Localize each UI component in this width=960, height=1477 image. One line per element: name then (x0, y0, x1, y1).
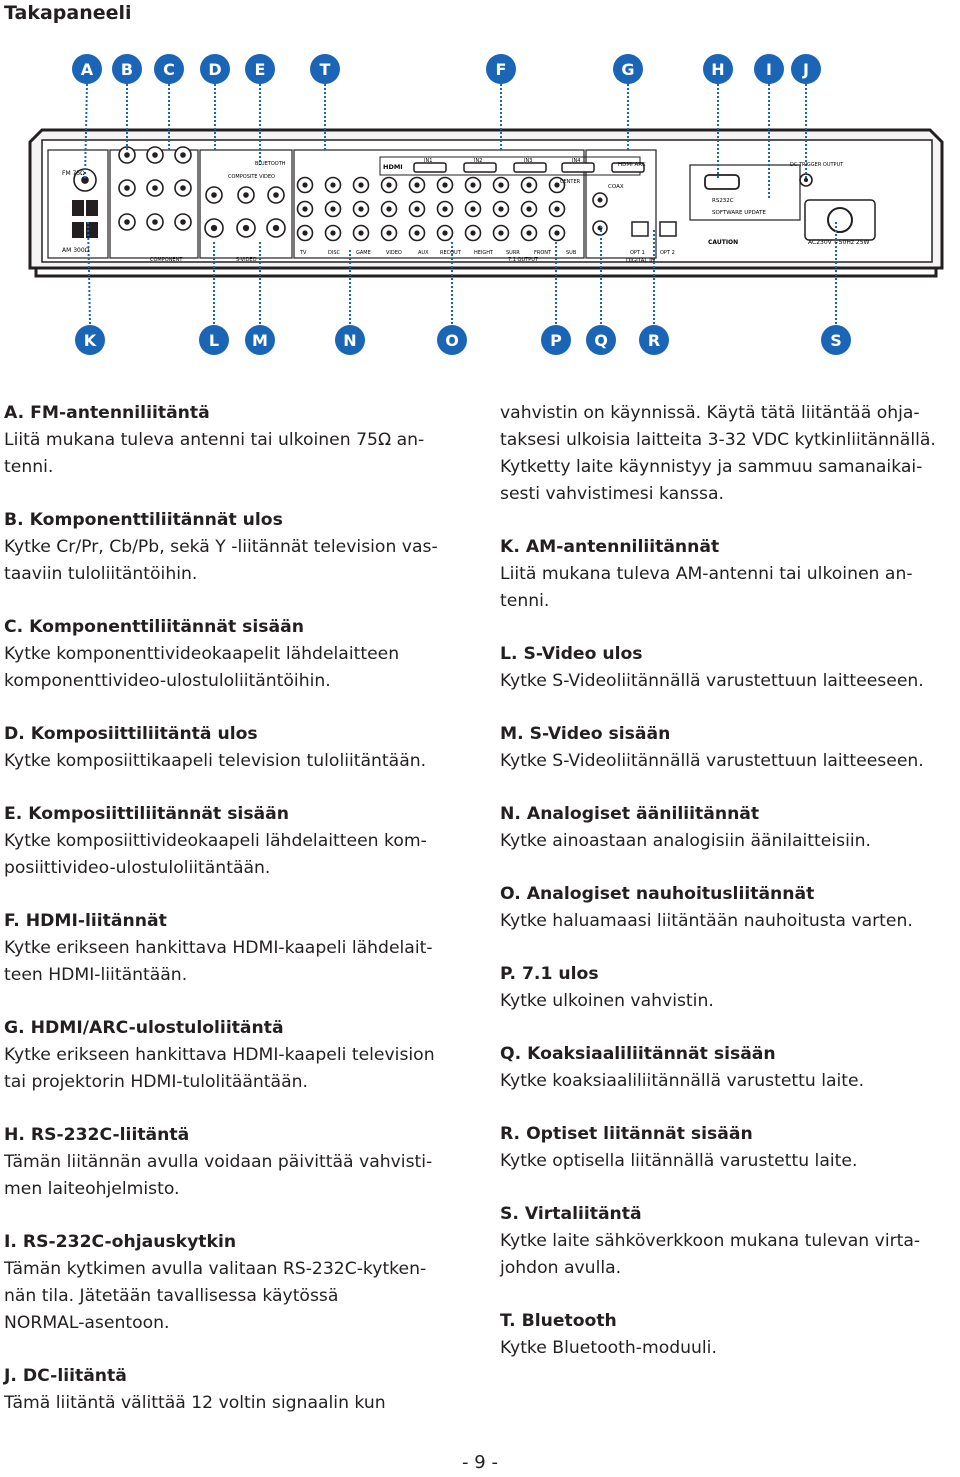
callout-letter: M (252, 331, 268, 350)
entry-heading: E. Komposiittiliitännät sisään (4, 804, 289, 824)
page-number: - 9 - (462, 1452, 498, 1473)
entry-text-line: Kytke ulkoinen vahvistin. (500, 991, 714, 1011)
entry-text-line: posiittivideo-ulostuloliitäntään. (4, 858, 271, 878)
left_column-entry (4, 908, 470, 989)
svideo-jack (205, 219, 223, 237)
entry-heading: O. Analogiset nauhoitusliitännät (500, 884, 815, 904)
callout-letter: D (208, 60, 222, 79)
right_column-entry (500, 400, 956, 508)
callout-p (541, 325, 571, 355)
callout-o (437, 325, 467, 355)
callout-letter: C (163, 60, 175, 79)
callout-letter: J (803, 60, 809, 79)
rca-jack (354, 178, 369, 193)
rca-jack (494, 202, 509, 217)
left-column (4, 400, 470, 1443)
optical-jack (660, 222, 676, 236)
entry-text-line: Kytke optisella liitännällä varustettu laite. (500, 1151, 858, 1171)
callout-j (791, 54, 821, 84)
left_column-entry (4, 614, 470, 695)
rca-jack (326, 202, 341, 217)
callout-letter: G (621, 60, 635, 79)
entry-text-line: Kytke Cr/Pr, Cb/Pb, sekä Y -liitännät television vas- (4, 537, 438, 557)
hdmi-port (514, 163, 546, 172)
entry-text-line: Kytke S-Videoliitännällä varustettuun laitteeseen. (500, 671, 924, 691)
rca-jack (326, 226, 341, 241)
rca-jack (494, 226, 509, 241)
rca-jack (382, 178, 397, 193)
rca-jack (206, 187, 222, 203)
game-label: GAME (356, 250, 371, 256)
callout-k (75, 325, 105, 355)
rca-jack (326, 178, 341, 193)
callout-i (754, 54, 784, 84)
callout-n (335, 325, 365, 355)
callout-h (703, 54, 733, 84)
right_column-entry (500, 1201, 956, 1282)
callout-letter: N (343, 331, 357, 350)
entry-text-line: Kytke Bluetooth-moduuli. (500, 1338, 717, 1358)
hdmi-port (562, 163, 594, 172)
left_column-entry (4, 1015, 470, 1096)
entry-text-line: Tämä liitäntä välittää 12 voltin signaalin kun (4, 1393, 386, 1413)
left_column-entry (4, 507, 470, 588)
entry-text-line: taksesi ulkoisia laitteita 3-32 VDC kytkinliitännällä. (500, 430, 936, 450)
coax-jack (593, 193, 607, 207)
entry-text-line: Kytke laite sähköverkkoon mukana tulevan virta- (500, 1231, 921, 1251)
opt2-label: OPT 2 (660, 250, 675, 256)
entry-text-line: tenni. (4, 457, 54, 477)
rca-jack (438, 178, 453, 193)
callout-letter: O (445, 331, 459, 350)
entry-text-line: Kytke koaksiaaliliitännällä varustettu laite. (500, 1071, 865, 1091)
rs232c-label: RS232C (712, 198, 734, 204)
hdmi-port (414, 163, 446, 172)
rca-jack (298, 178, 313, 193)
svideo-jack (237, 219, 255, 237)
rca-jack (522, 202, 537, 217)
rca-jack (550, 226, 565, 241)
am-label: AM 300Ω (62, 247, 90, 254)
height-label: HEIGHT (474, 250, 494, 256)
am-terminal (72, 222, 84, 238)
left_column-entry (4, 801, 470, 882)
hdmi-in2-label: IN2 (474, 158, 483, 164)
callout-a (72, 54, 102, 84)
left_column-entry (4, 400, 470, 481)
right_column-entry (500, 801, 956, 855)
entry-heading: C. Komponenttiliitännät sisään (4, 617, 304, 637)
entry-heading: I. RS-232C-ohjauskytkin (4, 1232, 237, 1252)
rca-jack (382, 202, 397, 217)
callout-letter: P (550, 331, 562, 350)
rca-jack (147, 147, 163, 163)
right_column-entry (500, 534, 956, 615)
hdmi-in4-label: IN4 (572, 158, 581, 164)
entry-heading: B. Komponenttiliitännät ulos (4, 510, 283, 530)
entry-text-line: Liitä mukana tuleva antenni tai ulkoinen 75Ω an- (4, 430, 425, 450)
callout-c (154, 54, 184, 84)
callout-letter: B (120, 60, 134, 79)
callout-d (200, 54, 230, 84)
callout-letter: A (80, 60, 94, 79)
entry-text-line: johdon avulla. (500, 1258, 622, 1278)
entry-text-line: men laiteohjelmisto. (4, 1179, 180, 1199)
am-terminal (72, 200, 84, 216)
entry-text-line: komponenttivideo-ulostuloliitäntöihin. (4, 671, 331, 691)
rca-jack (268, 187, 284, 203)
video-label: VIDEO (386, 250, 402, 256)
entry-text-line: Liitä mukana tuleva AM-antenni tai ulkoinen an- (500, 564, 913, 584)
optical-jack (632, 222, 648, 236)
callout-letter: K (83, 331, 97, 350)
callout-q (586, 325, 616, 355)
entry-heading: L. S-Video ulos (500, 644, 643, 664)
entry-text-line: vahvistin on käynnissä. Käytä tätä liitäntää ohja- (500, 403, 920, 423)
entry-heading: G. HDMI/ARC-ulostuloliitäntä (4, 1018, 284, 1038)
rca-jack (354, 226, 369, 241)
entry-heading: S. Virtaliitäntä (500, 1204, 642, 1224)
tv-label: TV (300, 250, 307, 256)
callout-b (112, 54, 142, 84)
svideo-label: S-VIDEO (236, 257, 257, 263)
rca-jack (298, 202, 313, 217)
callout-r (639, 325, 669, 355)
callout-letter: Q (594, 331, 608, 350)
entry-text-line: Kytke ainoastaan analogisiin äänilaitteisiin. (500, 831, 871, 851)
rca-jack (466, 226, 481, 241)
entry-heading: D. Komposiittiliitäntä ulos (4, 724, 258, 744)
entry-text-line: tai projektorin HDMI-tulolitääntään. (4, 1072, 308, 1092)
entry-heading: F. HDMI-liitännät (4, 911, 167, 931)
entry-text-line: teen HDMI-liitäntään. (4, 965, 188, 985)
entry-heading: N. Analogiset ääniliitännät (500, 804, 760, 824)
am-terminal (86, 200, 98, 216)
callout-letter: I (766, 60, 772, 79)
entry-text-line: Kytketty laite käynnistyy ja sammuu samanaikai- (500, 457, 923, 477)
rca-jack (438, 226, 453, 241)
left_column-entry (4, 1122, 470, 1203)
composite-video-label: COMPOSITE VIDEO (228, 174, 275, 180)
rca-jack (175, 180, 191, 196)
surr-label: SURR (506, 250, 520, 256)
entry-text-line: Kytke erikseen hankittava HDMI-kaapeli lähdelait- (4, 938, 433, 958)
rca-jack (438, 202, 453, 217)
entry-heading: T. Bluetooth (500, 1311, 617, 1331)
callout-f (486, 54, 516, 84)
entry-heading: Q. Koaksiaaliliitännät sisään (500, 1044, 776, 1064)
callout-letter: S (830, 331, 842, 350)
callout-letter: E (254, 60, 266, 79)
entry-text-line: NORMAL-asentoon. (4, 1313, 170, 1333)
bottom-callout-labels (75, 325, 851, 355)
callout-s (821, 325, 851, 355)
entry-text-line: Kytke komposiittikaapeli television tuloliitäntään. (4, 751, 427, 771)
opt1-label: OPT 1 (630, 250, 645, 256)
callout-letter: F (495, 60, 507, 79)
rca-jack (410, 178, 425, 193)
entry-text-line: sesti vahvistimesi kanssa. (500, 484, 724, 504)
entry-text-line: Kytke haluamaasi liitäntään nauhoitusta varten. (500, 911, 913, 931)
rca-jack (119, 214, 135, 230)
bluetooth-label: BLUETOOTH (255, 161, 286, 167)
rca-jack (410, 226, 425, 241)
callout-m (245, 325, 275, 355)
fm-label: FM 75Ω (62, 170, 85, 177)
right_column-entry (500, 641, 956, 695)
entry-text-line: Kytke erikseen hankittava HDMI-kaapeli television (4, 1045, 435, 1065)
rca-jack (147, 214, 163, 230)
rca-jack (522, 178, 537, 193)
rca-jack (175, 214, 191, 230)
rca-jack (382, 226, 397, 241)
rca-jack (550, 202, 565, 217)
entry-heading: M. S-Video sisään (500, 724, 671, 744)
right_column-entry (500, 1041, 956, 1095)
rca-jack (119, 180, 135, 196)
page-title: Takapaneeli (4, 2, 132, 24)
callout-l (199, 325, 229, 355)
software-update-label: SOFTWARE UPDATE (712, 210, 766, 216)
rca-jack (410, 202, 425, 217)
hdmi-port (464, 163, 496, 172)
top-callout-labels (72, 54, 821, 84)
entry-text-line: Kytke S-Videoliitännällä varustettuun laitteeseen. (500, 751, 924, 771)
right_column-entry (500, 1308, 956, 1362)
entry-text-line: Kytke komponenttivideokaapelit lähdelaitteen (4, 644, 400, 664)
callout-g (613, 54, 643, 84)
left_column-entry (4, 1363, 470, 1417)
power-label: AC230V ~50Hz 25W (808, 239, 870, 246)
entry-text-line: Tämän kytkimen avulla valitaan RS-232C-kytken- (4, 1259, 427, 1279)
sub-label: SUB (566, 250, 577, 256)
rca-jack (147, 180, 163, 196)
right_column-entry (500, 961, 956, 1015)
entry-heading: H. RS-232C-liitäntä (4, 1125, 190, 1145)
power-socket (828, 208, 852, 232)
recout-label: RECOUT (440, 250, 461, 256)
right_column-entry (500, 721, 956, 775)
callout-e (245, 54, 275, 84)
hdmi-in3-label: IN3 (524, 158, 533, 164)
entry-heading: K. AM-antenniliitännät (500, 537, 720, 557)
entry-text-line: Tämän liitännän avulla voidaan päivittää vahvisti- (4, 1152, 433, 1172)
callout-letter: T (319, 60, 331, 79)
rs232-port (705, 175, 739, 189)
entry-text-line: Kytke komposiittivideokaapeli lähdelaitteen kom- (4, 831, 427, 851)
callout-letter: R (647, 331, 661, 350)
component-label: COMPONENT (150, 257, 183, 263)
right_column-entry (500, 1121, 956, 1175)
entry-text-line: tenni. (500, 591, 550, 611)
aux-label: AUX (418, 250, 429, 256)
hdmi-in1-label: IN1 (424, 158, 433, 164)
svideo-jack (267, 219, 285, 237)
entry-heading: A. FM-antenniliitäntä (4, 403, 210, 423)
entry-text-line: taaviin tuloliitäntöihin. (4, 564, 198, 584)
digital-in-label: DIGITAL IN (626, 258, 655, 264)
hdmi-label: HDMI (383, 163, 403, 171)
entry-heading: J. DC-liitäntä (4, 1366, 127, 1386)
entry-heading: P. 7.1 ulos (500, 964, 599, 984)
left_column-entry (4, 721, 470, 775)
rca-jack (175, 147, 191, 163)
left_column-entry (4, 1229, 470, 1337)
entry-heading: R. Optiset liitännät sisään (500, 1124, 753, 1144)
front-label: FRONT (534, 250, 552, 256)
disc-label: DISC (328, 250, 340, 256)
caution-label: CAUTION (708, 239, 739, 246)
coax-label: COAX (608, 184, 624, 190)
rca-jack (522, 226, 537, 241)
rca-jack (298, 226, 313, 241)
rca-jack (466, 178, 481, 193)
rear-panel-diagram (0, 40, 960, 380)
callout-letter: H (711, 60, 725, 79)
entry-text-line: nän tila. Jätetään tavallisessa käytössä (4, 1286, 339, 1306)
hdmi-arc-label: HDMI ARC (618, 162, 646, 168)
callout-t (310, 54, 340, 84)
callout-letter: L (208, 331, 220, 350)
right_column-entry (500, 881, 956, 935)
rca-jack (494, 178, 509, 193)
center-label: CENTER (560, 179, 581, 185)
rca-jack (466, 202, 481, 217)
rca-jack (238, 187, 254, 203)
outputs-71-label: 7.1 OUTPUT (508, 257, 538, 263)
right-column (500, 400, 956, 1388)
rca-jack (354, 202, 369, 217)
dc-trigger-label: DC TRIGGER OUTPUT (790, 162, 844, 168)
